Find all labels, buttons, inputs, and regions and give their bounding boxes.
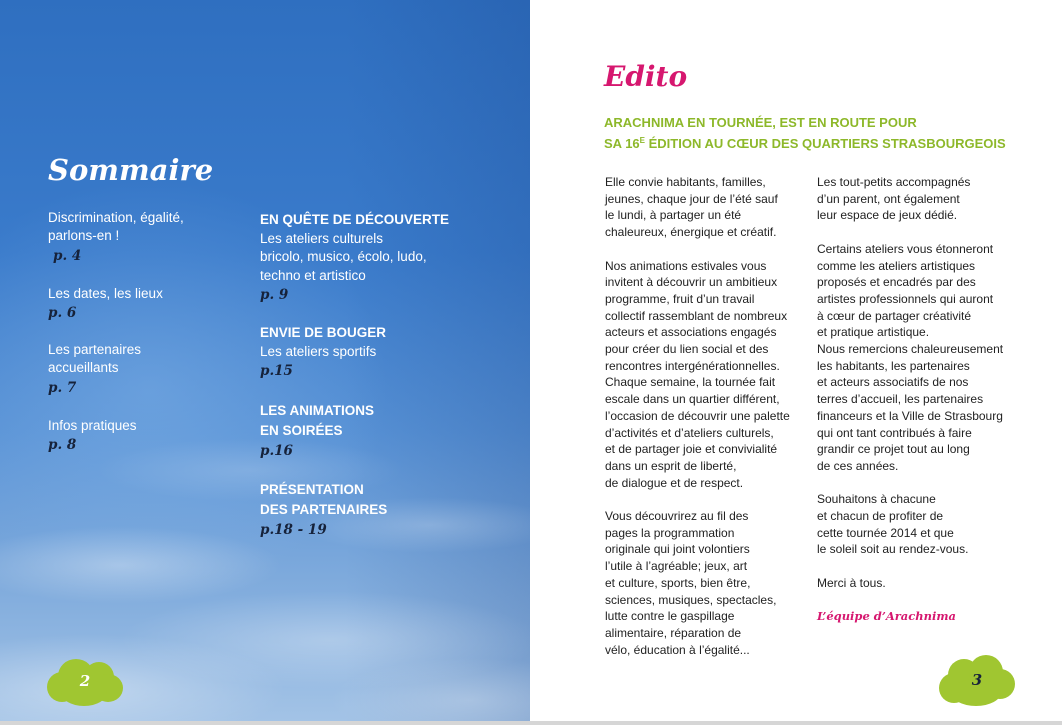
toc-section-heading: EN QUÊTE DE DÉCOUVERTE	[260, 212, 450, 227]
edito-paragraph	[605, 508, 810, 658]
edito-line: dans un esprit de liberté,	[605, 458, 737, 473]
toc-entry-label: accueillants	[48, 360, 119, 376]
edito-line: Vous découvrirez au fil des	[605, 509, 749, 524]
toc-entry	[48, 341, 141, 399]
toc-page-ref: p.15	[260, 363, 293, 380]
edito-line: leur espace de jeux dédié.	[817, 208, 958, 223]
toc-section-heading: DES PARTENAIRES	[260, 502, 388, 517]
edito-line: de dialogue et de respect.	[605, 475, 744, 490]
edito-line: Elle convie habitants, familles,	[605, 175, 766, 189]
cloud-icon	[47, 657, 123, 707]
page-right-edito	[530, 0, 1062, 721]
toc-page-ref: p. 6	[48, 305, 77, 322]
toc-page-ref: p. 8	[48, 437, 77, 454]
edito-line: de ces années.	[817, 458, 899, 473]
edito-line: Souhaitons à chacune	[817, 492, 936, 507]
sommaire-title: Sommaire	[48, 153, 214, 187]
edito-title: Edito	[604, 60, 688, 93]
edito-line: artistes professionnels qui auront	[817, 291, 994, 306]
edito-line: escale dans un quartier différent,	[605, 392, 780, 407]
edito-line: qui ont tant contribués à faire	[817, 425, 972, 440]
edito-signature: L’équipe d’Arachnima	[817, 609, 956, 624]
toc-section	[260, 323, 386, 382]
edito-line: originale qui joint volontiers	[605, 542, 750, 557]
edito-paragraph	[605, 258, 810, 492]
edito-line: et pratique artistique.	[817, 325, 930, 340]
toc-entry	[48, 285, 163, 324]
toc-page-ref: p. 9	[260, 286, 289, 303]
toc-section	[260, 480, 387, 541]
edito-line: le lundi, à partager un été	[605, 208, 742, 223]
edito-line: Certains ateliers vous étonneront	[817, 241, 994, 256]
edito-line: proposés et encadrés par des	[817, 275, 976, 290]
edito-line: grandir ce projet tout au long	[817, 442, 970, 457]
page-bottom-edge	[0, 721, 1062, 725]
edito-line: alimentaire, réparation de	[605, 625, 742, 640]
edito-line: Chaque semaine, la tournée fait	[605, 375, 776, 390]
edito-line: le soleil soit au rendez-vous.	[817, 542, 969, 557]
page-number: 2	[79, 672, 91, 690]
edito-subtitle	[604, 112, 1006, 156]
toc-section-heading: ENVIE DE BOUGER	[260, 325, 387, 340]
toc-entry-label: parlons-en !	[48, 228, 120, 244]
edito-subtitle-line	[604, 133, 1006, 156]
toc-page-ref: p. 7	[48, 379, 77, 396]
toc-entry	[48, 209, 184, 267]
edito-line: collectif rassemblant de nombreux	[605, 308, 788, 323]
edito-line: Merci à tous.	[817, 575, 886, 590]
page-number: 3	[971, 671, 983, 689]
edito-line: financeurs et la Ville de Strasbourg	[817, 408, 1003, 423]
edito-line: et culture, sports, bien être,	[605, 575, 751, 590]
edito-subtitle-superscript: E	[639, 136, 645, 145]
edito-line: rencontres intergénérationnelles.	[605, 358, 780, 373]
edito-line: terres d’accueil, les partenaires	[817, 392, 984, 407]
edito-line: à cœur de partager créativité	[817, 308, 972, 323]
edito-line: comme les ateliers artistiques	[817, 258, 976, 273]
edito-column-right	[817, 174, 1047, 625]
toc-entry-label: Les dates, les lieux	[48, 286, 163, 301]
edito-paragraph	[817, 174, 1047, 224]
toc-page-ref: p. 4	[53, 247, 82, 264]
toc-page-ref: p.16	[260, 443, 293, 459]
edito-subtitle-part: SA 16	[604, 136, 640, 151]
toc-section-heading: PRÉSENTATION	[260, 482, 364, 497]
toc-section	[260, 401, 374, 462]
toc-entry-label: Discrimination, égalité,	[48, 210, 184, 225]
edito-line: et de partager joie et convivialité	[605, 442, 778, 457]
edito-line: chaleureux, énergique et créatif.	[605, 225, 777, 240]
edito-line: d’activités et d’ateliers culturels,	[605, 425, 774, 440]
edito-line: invitent à découvrir un ambitieux	[605, 275, 778, 290]
edito-subtitle-line: ARACHNIMA EN TOURNÉE, EST EN ROUTE POUR	[604, 115, 917, 130]
edito-column-left	[605, 174, 810, 675]
edito-paragraph	[817, 491, 1047, 558]
edito-line: pour créer du lien social et des	[605, 342, 769, 357]
edito-line: programme, fruit d’un travail	[605, 291, 755, 306]
toc-section	[260, 210, 449, 306]
edito-line: Les tout-petits accompagnés	[817, 175, 971, 189]
toc-section-label: bricolo, musico, écolo, ludo,	[260, 249, 427, 265]
edito-paragraph	[605, 174, 810, 241]
edito-line: les habitants, les partenaires	[817, 358, 970, 373]
edito-line: Nous remercions chaleureusement	[817, 342, 1004, 357]
cloud-icon	[939, 655, 1015, 707]
toc-section-label: Les ateliers sportifs	[260, 344, 377, 359]
edito-line: lutte contre le gaspillage	[605, 609, 735, 624]
edito-line: et chacun de profiter de	[817, 509, 944, 524]
toc-entry-label: Infos pratiques	[48, 418, 137, 433]
edito-line: cette tournée 2014 et que	[817, 525, 954, 540]
edito-line: acteurs et associations engagés	[605, 325, 777, 340]
edito-line: Nos animations estivales vous	[605, 258, 767, 273]
toc-page-ref: p.18 - 19	[260, 522, 327, 538]
toc-entry	[48, 417, 137, 456]
toc-section-label: Les ateliers culturels	[260, 231, 384, 246]
toc-section-heading: EN SOIRÉES	[260, 423, 343, 438]
toc-section-label: techno et artistico	[260, 267, 366, 283]
edito-line: l’utile à l’agréable; jeux, art	[605, 559, 748, 574]
edito-line: pages la programmation	[605, 525, 735, 540]
edito-line: d’un parent, ont également	[817, 191, 960, 206]
edito-line: et acteurs associatifs de nos	[817, 375, 969, 390]
edito-line: sciences, musiques, spectacles,	[605, 592, 777, 607]
edito-line: vélo, éducation à l’égalité...	[605, 642, 750, 657]
edito-line: l’occasion de découvrir une palette	[605, 408, 790, 423]
edito-paragraph	[817, 575, 1047, 592]
edito-subtitle-part: ÉDITION AU CŒUR DES QUARTIERS STRASBOURGEOIS	[645, 136, 1006, 151]
page-left-sommaire	[0, 0, 530, 721]
toc-section-heading: LES ANIMATIONS	[260, 403, 374, 418]
edito-line: jeunes, chaque jour de l’été sauf	[605, 191, 778, 206]
toc-entry-label: Les partenaires	[48, 342, 142, 357]
edito-paragraph	[817, 241, 1047, 475]
